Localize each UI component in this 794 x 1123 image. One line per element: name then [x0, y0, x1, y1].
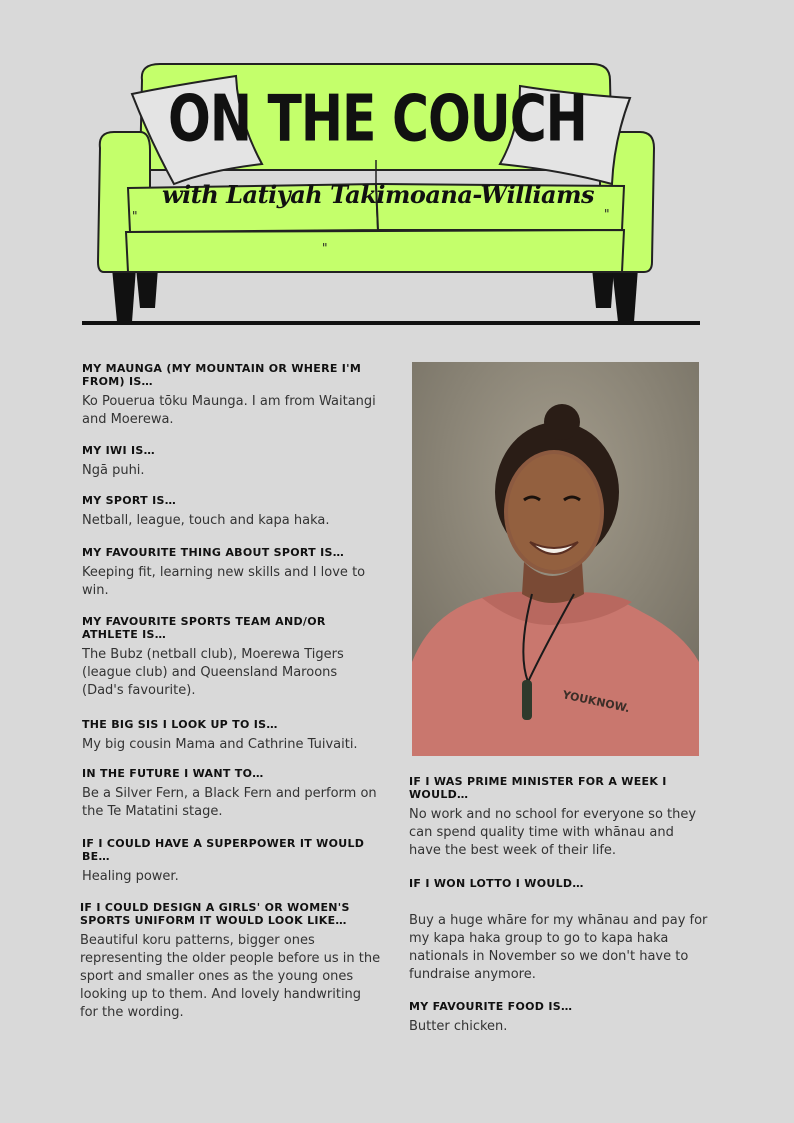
answer: Beautiful koru patterns, bigger ones representing the older people before us in the sport and smaller ones as the young ones looking up to them. And lovely handwriting for the wording.: [80, 933, 381, 1020]
qa-item: [82, 362, 382, 429]
answer: Butter chicken.: [409, 1019, 508, 1034]
right-column: [409, 775, 709, 1036]
answer: No work and no school for everyone so they can spend quality time with whānau and have the best week of their life.: [409, 807, 697, 858]
question: MY FAVOURITE THING ABOUT SPORT IS…: [82, 546, 345, 559]
svg-text:": ": [604, 207, 610, 221]
left-column: [82, 362, 382, 1022]
qa-item: [82, 837, 382, 886]
question: IF I WON LOTTO I WOULD…: [409, 877, 584, 890]
header-divider: [82, 321, 700, 325]
question: MY FAVOURITE FOOD IS…: [409, 1000, 573, 1013]
qa-item: [82, 767, 382, 821]
page-subtitle: with Latiyah Takimoana-Williams: [162, 180, 595, 209]
question: IN THE FUTURE I WANT TO…: [82, 767, 264, 780]
answer: Healing power.: [82, 869, 179, 884]
question: MY FAVOURITE SPORTS TEAM AND/OR ATHLETE IS…: [82, 615, 326, 641]
question: THE BIG SIS I LOOK UP TO IS…: [82, 718, 278, 731]
question: IF I COULD HAVE A SUPERPOWER IT WOULD BE…: [82, 837, 365, 863]
portrait-illustration: [412, 362, 699, 756]
qa-item: [409, 877, 709, 984]
answer: Ngā puhi.: [82, 463, 145, 478]
answer: Buy a huge whāre for my whānau and pay for my kapa haka group to go to kapa haka nationals in November so we don't have to fundraise anymore.: [409, 913, 708, 982]
qa-item: [82, 615, 382, 700]
qa-item: [80, 901, 382, 1022]
svg-text:": ": [132, 209, 138, 223]
header: [0, 0, 794, 340]
page-title: ON THE COUCH: [168, 82, 587, 157]
answer: My big cousin Mama and Cathrine Tuivaiti.: [82, 737, 358, 752]
answer: Netball, league, touch and kapa haka.: [82, 513, 330, 528]
answer: The Bubz (netball club), Moerewa Tigers (league club) and Queensland Maroons (Dad's favourite).: [82, 647, 344, 698]
qa-item: [82, 718, 382, 754]
couch-illustration: [0, 0, 794, 340]
qa-item: [409, 775, 709, 860]
question: IF I COULD DESIGN A GIRLS' OR WOMEN'S SPORTS UNIFORM IT WOULD LOOK LIKE…: [80, 901, 350, 927]
qa-item: [82, 494, 382, 530]
qa-item: [409, 1000, 709, 1036]
question: IF I WAS PRIME MINISTER FOR A WEEK I WOULD…: [409, 775, 667, 801]
question: MY SPORT IS…: [82, 494, 177, 507]
qa-item: [82, 444, 382, 480]
portrait-photo: [412, 362, 699, 756]
answer: Keeping fit, learning new skills and I love to win.: [82, 565, 366, 598]
svg-text:": ": [322, 241, 328, 255]
qa-item: [82, 546, 382, 600]
question: MY MAUNGA (MY MOUNTAIN OR WHERE I'M FROM) IS…: [82, 362, 362, 388]
hoodie-logo-text: YOUKNOW.: [561, 688, 631, 716]
answer: Ko Pouerua tōku Maunga. I am from Waitangi and Moerewa.: [82, 394, 376, 427]
question: MY IWI IS…: [82, 444, 155, 457]
answer: Be a Silver Fern, a Black Fern and perform on the Te Matatini stage.: [82, 786, 377, 819]
